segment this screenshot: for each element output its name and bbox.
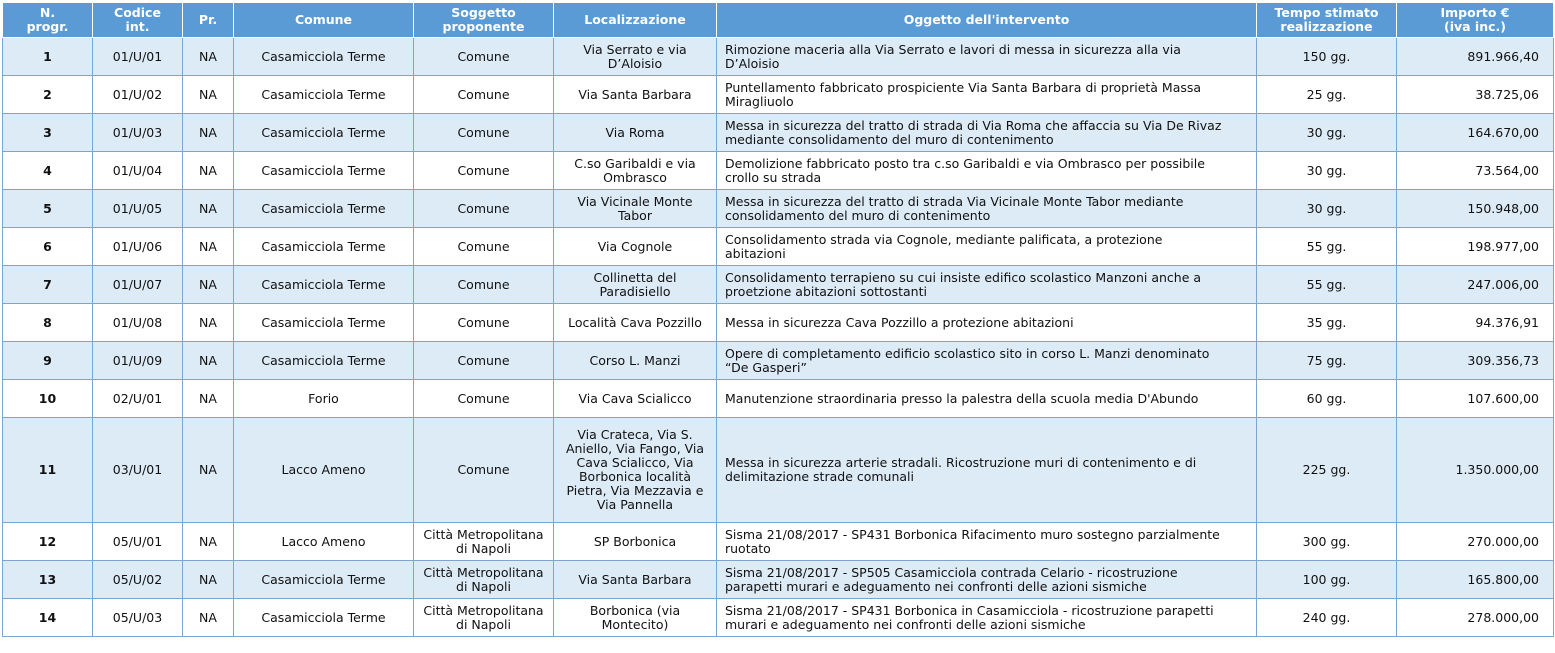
cell-localizzazione: Via Cognole (554, 228, 717, 266)
cell-soggetto: Comune (414, 38, 554, 76)
cell-pr: NA (183, 342, 234, 380)
cell-pr: NA (183, 599, 234, 637)
cell-importo: 73.564,00 (1397, 152, 1554, 190)
header-pr: Pr. (183, 3, 234, 38)
cell-tempo: 150 gg. (1257, 38, 1397, 76)
cell-importo: 164.670,00 (1397, 114, 1554, 152)
cell-tempo: 225 gg. (1257, 418, 1397, 523)
cell-codice: 02/U/01 (93, 380, 183, 418)
header-comune: Comune (234, 3, 414, 38)
header-tempo: Tempo stimato realizzazione (1257, 3, 1397, 38)
cell-codice: 01/U/08 (93, 304, 183, 342)
cell-comune: Casamicciola Terme (234, 76, 414, 114)
table-row (3, 114, 1554, 152)
table-row (3, 152, 1554, 190)
cell-localizzazione: SP Borbonica (554, 523, 717, 561)
cell-tempo: 30 gg. (1257, 152, 1397, 190)
cell-codice: 01/U/02 (93, 76, 183, 114)
cell-n-progr: 11 (3, 418, 93, 523)
header-codice: Codice int. (93, 3, 183, 38)
cell-soggetto: Comune (414, 418, 554, 523)
cell-tempo: 300 gg. (1257, 523, 1397, 561)
cell-pr: NA (183, 418, 234, 523)
table-row (3, 523, 1554, 561)
cell-pr: NA (183, 76, 234, 114)
cell-codice: 01/U/03 (93, 114, 183, 152)
cell-codice: 03/U/01 (93, 418, 183, 523)
cell-codice: 01/U/01 (93, 38, 183, 76)
table-row (3, 304, 1554, 342)
cell-oggetto: Messa in sicurezza del tratto di strada di Via Roma che affaccia su Via De Rivaz mediante consolidamento del muro di contenimento (717, 114, 1257, 152)
cell-oggetto: Messa in sicurezza arterie stradali. Ricostruzione muri di contenimento e di delimitazione strade comunali (717, 418, 1257, 523)
cell-soggetto: Comune (414, 152, 554, 190)
cell-soggetto: Comune (414, 380, 554, 418)
table-body (3, 38, 1554, 637)
cell-soggetto: Comune (414, 114, 554, 152)
cell-n-progr: 14 (3, 599, 93, 637)
cell-oggetto: Messa in sicurezza del tratto di strada Via Vicinale Monte Tabor mediante consolidamento del muro di contenimento (717, 190, 1257, 228)
cell-n-progr: 8 (3, 304, 93, 342)
cell-n-progr: 6 (3, 228, 93, 266)
cell-tempo: 240 gg. (1257, 599, 1397, 637)
cell-tempo: 35 gg. (1257, 304, 1397, 342)
cell-soggetto: Comune (414, 228, 554, 266)
cell-localizzazione: Via Vicinale Monte Tabor (554, 190, 717, 228)
cell-pr: NA (183, 152, 234, 190)
cell-oggetto: Rimozione maceria alla Via Serrato e lavori di messa in sicurezza alla via D’Aloisio (717, 38, 1257, 76)
cell-oggetto: Opere di completamento edificio scolastico sito in corso L. Manzi denominato “De Gasperi” (717, 342, 1257, 380)
cell-codice: 01/U/04 (93, 152, 183, 190)
cell-codice: 01/U/09 (93, 342, 183, 380)
cell-comune: Casamicciola Terme (234, 152, 414, 190)
cell-codice: 01/U/05 (93, 190, 183, 228)
header-n-progr: N. progr. (3, 3, 93, 38)
cell-tempo: 55 gg. (1257, 228, 1397, 266)
cell-localizzazione: Via Santa Barbara (554, 76, 717, 114)
cell-tempo: 30 gg. (1257, 190, 1397, 228)
cell-importo: 107.600,00 (1397, 380, 1554, 418)
cell-soggetto: Comune (414, 266, 554, 304)
cell-oggetto: Demolizione fabbricato posto tra c.so Garibaldi e via Ombrasco per possibile crollo su strada (717, 152, 1257, 190)
cell-importo: 278.000,00 (1397, 599, 1554, 637)
table-row (3, 380, 1554, 418)
cell-pr: NA (183, 523, 234, 561)
cell-n-progr: 3 (3, 114, 93, 152)
cell-oggetto: Sisma 21/08/2017 - SP431 Borbonica Rifacimento muro sostegno parzialmente ruotato (717, 523, 1257, 561)
cell-pr: NA (183, 304, 234, 342)
cell-soggetto: Comune (414, 342, 554, 380)
cell-oggetto: Sisma 21/08/2017 - SP431 Borbonica in Casamicciola - ricostruzione parapetti murari e adeguamento nei confronti delle azioni sismiche (717, 599, 1257, 637)
cell-tempo: 25 gg. (1257, 76, 1397, 114)
cell-comune: Lacco Ameno (234, 418, 414, 523)
cell-pr: NA (183, 114, 234, 152)
cell-n-progr: 10 (3, 380, 93, 418)
cell-soggetto: Comune (414, 304, 554, 342)
cell-soggetto: Città Metropolitana di Napoli (414, 599, 554, 637)
cell-n-progr: 4 (3, 152, 93, 190)
cell-pr: NA (183, 380, 234, 418)
cell-n-progr: 12 (3, 523, 93, 561)
table-row (3, 561, 1554, 599)
cell-localizzazione: Via Cava Scialicco (554, 380, 717, 418)
table-row (3, 190, 1554, 228)
cell-comune: Casamicciola Terme (234, 114, 414, 152)
cell-importo: 891.966,40 (1397, 38, 1554, 76)
cell-codice: 05/U/01 (93, 523, 183, 561)
cell-localizzazione: C.so Garibaldi e via Ombrasco (554, 152, 717, 190)
cell-comune: Casamicciola Terme (234, 561, 414, 599)
header-soggetto: Soggetto proponente (414, 3, 554, 38)
cell-localizzazione: Via Roma (554, 114, 717, 152)
cell-oggetto: Messa in sicurezza Cava Pozzillo a protezione abitazioni (717, 304, 1257, 342)
cell-comune: Forio (234, 380, 414, 418)
cell-pr: NA (183, 190, 234, 228)
cell-importo: 150.948,00 (1397, 190, 1554, 228)
cell-oggetto: Sisma 21/08/2017 - SP505 Casamicciola contrada Celario - ricostruzione parapetti murari e adeguamento nei confronti delle azioni sismiche (717, 561, 1257, 599)
cell-soggetto: Comune (414, 76, 554, 114)
cell-comune: Lacco Ameno (234, 523, 414, 561)
cell-comune: Casamicciola Terme (234, 342, 414, 380)
header-importo: Importo € (iva inc.) (1397, 3, 1554, 38)
cell-soggetto: Città Metropolitana di Napoli (414, 561, 554, 599)
cell-n-progr: 5 (3, 190, 93, 228)
table-row (3, 418, 1554, 523)
cell-importo: 247.006,00 (1397, 266, 1554, 304)
cell-oggetto: Puntellamento fabbricato prospiciente Via Santa Barbara di proprietà Massa Miragliuolo (717, 76, 1257, 114)
cell-comune: Casamicciola Terme (234, 266, 414, 304)
cell-n-progr: 13 (3, 561, 93, 599)
cell-tempo: 100 gg. (1257, 561, 1397, 599)
interventions-table (2, 2, 1554, 637)
cell-importo: 309.356,73 (1397, 342, 1554, 380)
cell-oggetto: Manutenzione straordinaria presso la palestra della scuola media D'Abundo (717, 380, 1257, 418)
cell-importo: 198.977,00 (1397, 228, 1554, 266)
cell-n-progr: 7 (3, 266, 93, 304)
cell-n-progr: 1 (3, 38, 93, 76)
header-row (3, 3, 1554, 38)
cell-localizzazione: Via Santa Barbara (554, 561, 717, 599)
cell-codice: 01/U/07 (93, 266, 183, 304)
cell-soggetto: Comune (414, 190, 554, 228)
cell-importo: 1.350.000,00 (1397, 418, 1554, 523)
cell-importo: 38.725,06 (1397, 76, 1554, 114)
cell-tempo: 55 gg. (1257, 266, 1397, 304)
header-oggetto: Oggetto dell'intervento (717, 3, 1257, 38)
cell-soggetto: Città Metropolitana di Napoli (414, 523, 554, 561)
cell-oggetto: Consolidamento strada via Cognole, mediante palificata, a protezione abitazioni (717, 228, 1257, 266)
cell-comune: Casamicciola Terme (234, 599, 414, 637)
cell-codice: 05/U/03 (93, 599, 183, 637)
cell-localizzazione: Via Serrato e via D’Aloisio (554, 38, 717, 76)
header-localizzazione: Localizzazione (554, 3, 717, 38)
cell-tempo: 30 gg. (1257, 114, 1397, 152)
cell-pr: NA (183, 266, 234, 304)
cell-pr: NA (183, 228, 234, 266)
cell-importo: 94.376,91 (1397, 304, 1554, 342)
cell-importo: 165.800,00 (1397, 561, 1554, 599)
cell-localizzazione: Collinetta del Paradisiello (554, 266, 717, 304)
table-row (3, 228, 1554, 266)
cell-importo: 270.000,00 (1397, 523, 1554, 561)
cell-localizzazione: Località Cava Pozzillo (554, 304, 717, 342)
cell-localizzazione: Via Crateca, Via S. Aniello, Via Fango, Via Cava Scialicco, Via Borbonica località Pietra, Via Mezzavia e Via Pannella (554, 418, 717, 523)
table-row (3, 342, 1554, 380)
table-row (3, 266, 1554, 304)
cell-comune: Casamicciola Terme (234, 228, 414, 266)
cell-n-progr: 2 (3, 76, 93, 114)
table-row (3, 76, 1554, 114)
cell-localizzazione: Corso L. Manzi (554, 342, 717, 380)
cell-tempo: 60 gg. (1257, 380, 1397, 418)
cell-comune: Casamicciola Terme (234, 304, 414, 342)
cell-oggetto: Consolidamento terrapieno su cui insiste edifico scolastico Manzoni anche a proetzione abitazioni sottostanti (717, 266, 1257, 304)
cell-localizzazione: Borbonica (via Montecito) (554, 599, 717, 637)
cell-n-progr: 9 (3, 342, 93, 380)
cell-codice: 01/U/06 (93, 228, 183, 266)
cell-tempo: 75 gg. (1257, 342, 1397, 380)
cell-comune: Casamicciola Terme (234, 190, 414, 228)
table-row (3, 38, 1554, 76)
cell-comune: Casamicciola Terme (234, 38, 414, 76)
table-row (3, 599, 1554, 637)
cell-pr: NA (183, 38, 234, 76)
cell-codice: 05/U/02 (93, 561, 183, 599)
cell-pr: NA (183, 561, 234, 599)
